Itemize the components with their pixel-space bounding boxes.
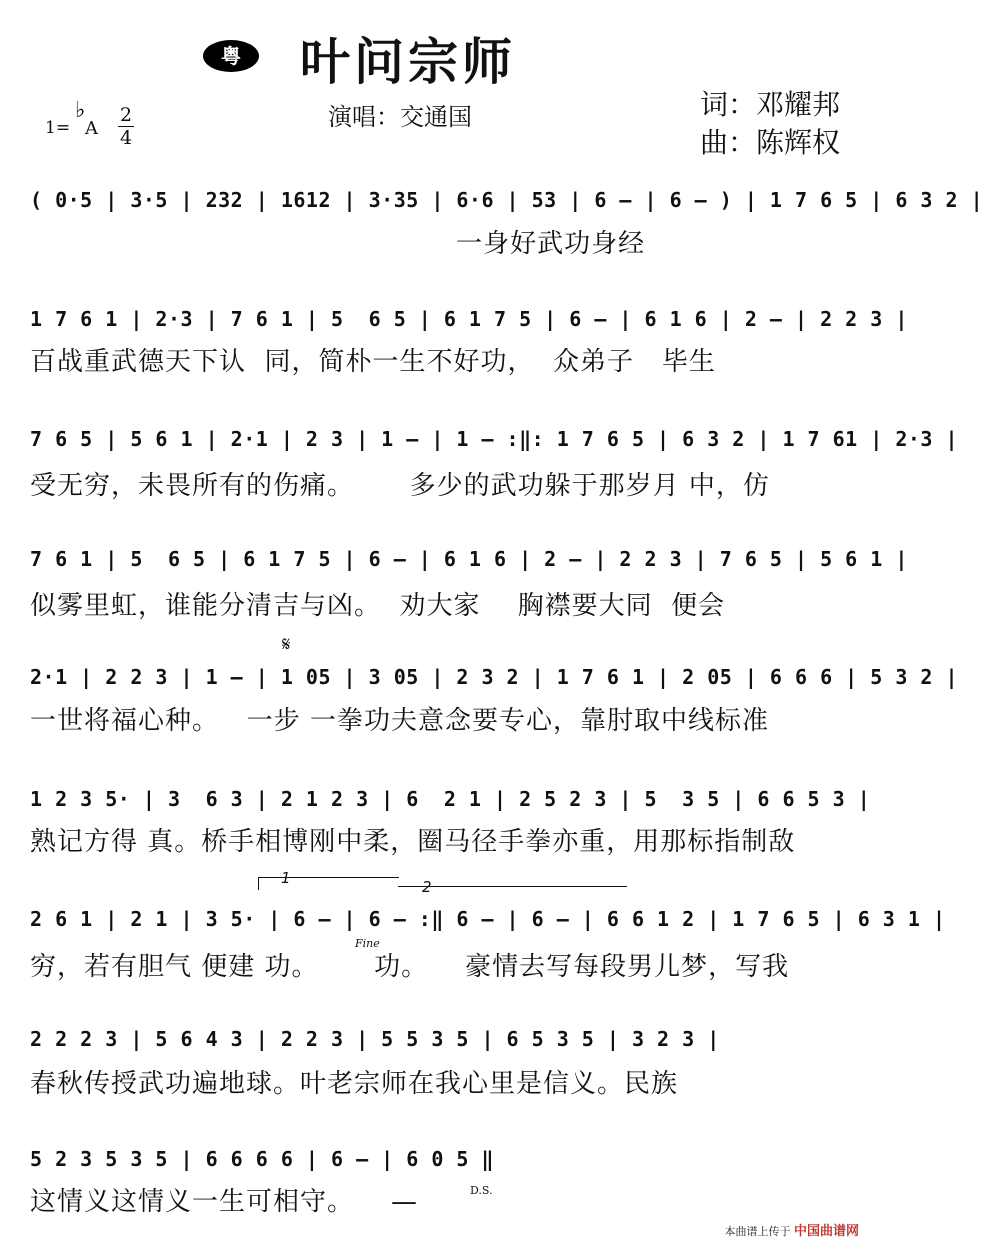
volta-2: 2 [398, 886, 627, 899]
ds-mark: D.S. [470, 1184, 493, 1197]
notation-line: 7 6 5 | 5 6 1 | 2·1 | 2 3 | 1 – | 1 – :‖: 1 7 6 5 | 6 3 2 | 1 7 61 | 2·3 | [30, 427, 959, 451]
footer [724, 1220, 859, 1239]
key-signature [45, 98, 98, 139]
time-signature [118, 104, 134, 149]
lyrics-line: 似雾里虹，谁能分清吉与凶。 劝大家 胸襟要大同 便会 [30, 591, 726, 621]
key-note: A [85, 118, 98, 139]
notation-line: 2 6 1 | 2 1 | 3 5· | 6 – | 6 – :‖ 6 – | 6 – | 6 6 1 2 | 1 7 6 5 | 6 3 1 | [30, 907, 946, 931]
composer-credit: 曲：陈辉权 [700, 126, 841, 159]
notation-line: 2·1 | 2 2 3 | 1 – | 1 05 | 3 05 | 2 3 2 | 1 7 6 1 | 2 05 | 6 6 6 | 5 3 2 | [30, 665, 959, 689]
lyrics-line: 这情义这情义一生可相守。 — [30, 1187, 419, 1217]
notation-line: 7 6 1 | 5 6 5 | 6 1 7 5 | 6 – | 6 1 6 | 2 – | 2 2 3 | 7 6 5 | 5 6 1 | [30, 547, 908, 571]
volta-1: 1 [258, 877, 399, 890]
flat-icon: ♭ [75, 98, 86, 123]
fine-mark: Fine [355, 937, 380, 950]
lyrics-line: 受无穷，未畏所有的伤痛。 多少的武功躲于那岁月 中，仿 [30, 471, 770, 501]
footer-prefix: 本曲谱上传于 [724, 1225, 791, 1238]
notation-line: 5 2 3 5 3 5 | 6 6 6 6 | 6 – | 6 0 5 ‖ [30, 1147, 495, 1171]
lyricist-credit: 词：邓耀邦 [700, 88, 841, 121]
meter-bottom: 4 [119, 127, 133, 149]
site-link[interactable]: 中国曲谱网 [793, 1224, 859, 1239]
lyrics-line: 春秋传授武功遍地球。叶老宗师在我心里是信义。民族 [30, 1069, 679, 1099]
lyrics-line: 一世将福心种。 一步 一拳功夫意念要专心，靠肘取中线标准 [30, 706, 770, 736]
lyrics-line: 穷，若有胆气 便建 功。 功。 豪情去写每段男儿梦，写我 [30, 952, 790, 982]
notation-line: ( 0·5 | 3·5 | 232 | 1612 | 3·35 | 6·6 | 53 | 6 – | 6 – ) | 1 7 6 5 | 6 3 2 | [30, 188, 983, 212]
singer-credit: 演唱：交通国 [328, 103, 472, 131]
segno-icon: 𝄋 [282, 632, 291, 656]
notation-line: 2 2 2 3 | 5 6 4 3 | 2 2 3 | 5 5 3 5 | 6 5 3 5 | 3 2 3 | [30, 1027, 720, 1051]
meter-top: 2 [119, 104, 133, 126]
song-title: 叶问宗师 [300, 32, 516, 91]
credits [700, 86, 840, 162]
key-prefix: 1= [45, 118, 71, 138]
lyrics-line: 一身好武功身经 [30, 229, 646, 259]
notation-line: 1 7 6 1 | 2·3 | 7 6 1 | 5 6 5 | 6 1 7 5 | 6 – | 6 1 6 | 2 – | 2 2 3 | [30, 307, 908, 331]
region-badge: 粤 [203, 40, 259, 72]
notation-line: 1 2 3 5· | 3 6 3 | 2 1 2 3 | 6 2 1 | 2 5 2 3 | 5 3 5 | 6 6 5 3 | [30, 787, 871, 811]
lyrics-line: 百战重武德天下认 同，简朴一生不好功， 众弟子 毕生 [30, 347, 716, 377]
lyrics-line: 熟记方得 真。桥手相博刚中柔，圈马径手拳亦重，用那标指制敌 [30, 827, 796, 857]
